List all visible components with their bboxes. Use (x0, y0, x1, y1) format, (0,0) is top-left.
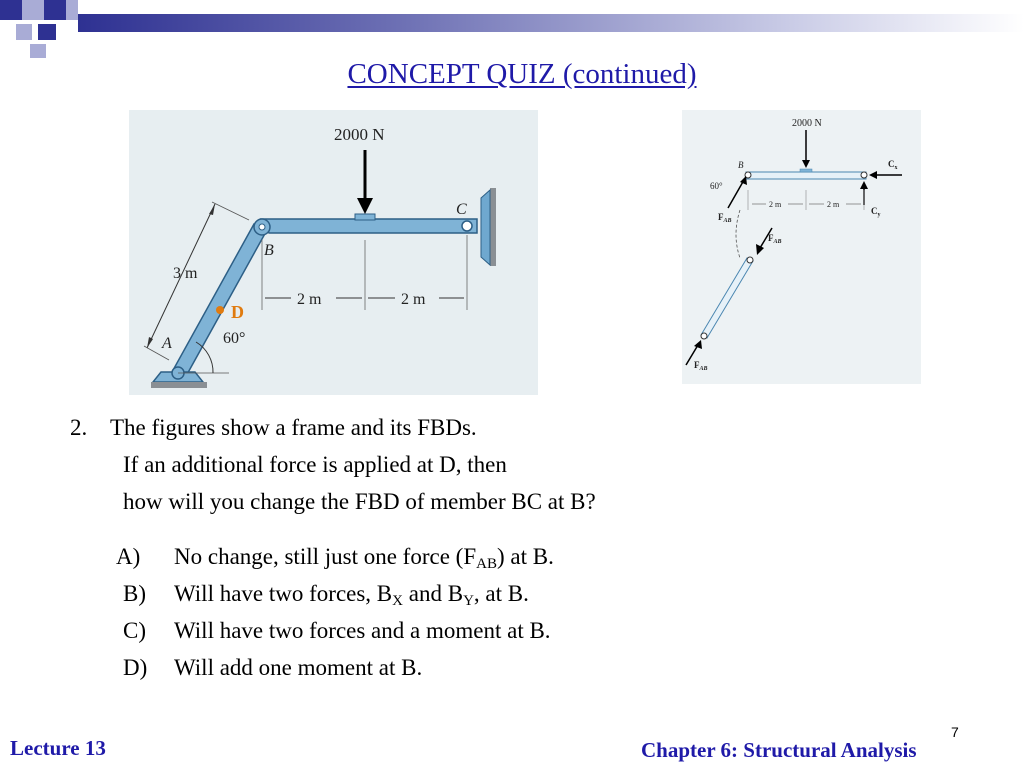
member-bc (261, 219, 477, 233)
fbd-f-label-mid: F (768, 233, 774, 243)
fbd-label-cy-sub: y (877, 212, 881, 218)
option-d-letter: D) (123, 655, 148, 680)
fbd-member-ab (701, 258, 753, 338)
fbd-figure (682, 110, 921, 384)
frame-figure (129, 110, 538, 395)
wall-support (490, 188, 496, 266)
fbd-f-label-bottom: F (694, 360, 700, 370)
dim-bc-1: 2 m (297, 291, 322, 308)
footer-chapter: Chapter 6: Structural Analysis (641, 738, 917, 762)
question-line-2: If an additional force is applied at D, then (123, 452, 507, 477)
option-d-text: Will add one moment at B. (174, 655, 423, 680)
corner-square-5 (16, 24, 32, 40)
angle-label: 60° (223, 330, 246, 347)
fbd-dim-2: 2 m (827, 200, 840, 209)
option-b-letter: B) (123, 581, 146, 606)
pin-c (462, 221, 472, 231)
header-gradient-bar (78, 14, 1024, 32)
fbd-dim-1: 2 m (769, 200, 782, 209)
corner-square-4 (66, 0, 78, 20)
question-line-3: how will you change the FBD of member BC at B? (123, 489, 596, 514)
question-line-1: The figures show a frame and its FBDs. (110, 415, 477, 440)
member-ab (172, 224, 267, 378)
option-c-letter: C) (123, 618, 146, 643)
load-arrow (357, 198, 373, 214)
fbd-label-cx-sub: x (894, 165, 898, 171)
label-b: B (264, 242, 274, 259)
corner-square-7 (30, 44, 46, 58)
fbd-angle-label: 60° (710, 181, 723, 191)
option-a-letter: A) (116, 544, 141, 569)
question-number: 2. (70, 415, 88, 440)
fbd-f-sub-bottom: AB (699, 366, 708, 372)
svg-text:Cx (888, 159, 898, 171)
corner-square-2 (22, 0, 44, 20)
dim-bc-2: 2 m (401, 291, 426, 308)
fbd-label-cx: C (888, 159, 895, 169)
label-a: A (162, 335, 172, 352)
load-label: 2000 N (334, 125, 385, 144)
fbd-f-sub-mid: AB (773, 239, 782, 245)
fbd-f-sub-top: AB (723, 218, 732, 224)
fbd-load-label: 2000 N (792, 118, 822, 129)
option-b-text: Will have two forces, $B_X$ and $B_Y$, at B. (174, 581, 529, 609)
option-c-text: Will have two forces and a moment at B. (174, 618, 551, 643)
svg-text:FAB (694, 360, 708, 372)
label-c: C (456, 201, 467, 218)
fbd-label-cy: C (871, 206, 878, 216)
fbd-label-b: B (738, 160, 744, 170)
corner-square-1 (0, 0, 22, 20)
corner-square-3 (44, 0, 66, 20)
fbd-member-bc (746, 172, 866, 179)
fbd-f-label-top: F (718, 212, 724, 222)
label-d: D (231, 302, 244, 322)
option-a-text: No change, still just one force $(F_{AB})$ at B. (174, 544, 554, 572)
svg-text:FAB (768, 233, 782, 245)
footer-lecture: Lecture 13 (10, 736, 106, 760)
corner-square-6 (38, 24, 56, 40)
slide-title: CONCEPT QUIZ (continued) (347, 58, 697, 90)
point-d-marker (216, 306, 224, 314)
svg-text:Cy (871, 206, 881, 218)
dim-ab: 3 m (173, 265, 198, 282)
page-number: 7 (951, 724, 959, 740)
svg-text:FAB (718, 212, 732, 224)
